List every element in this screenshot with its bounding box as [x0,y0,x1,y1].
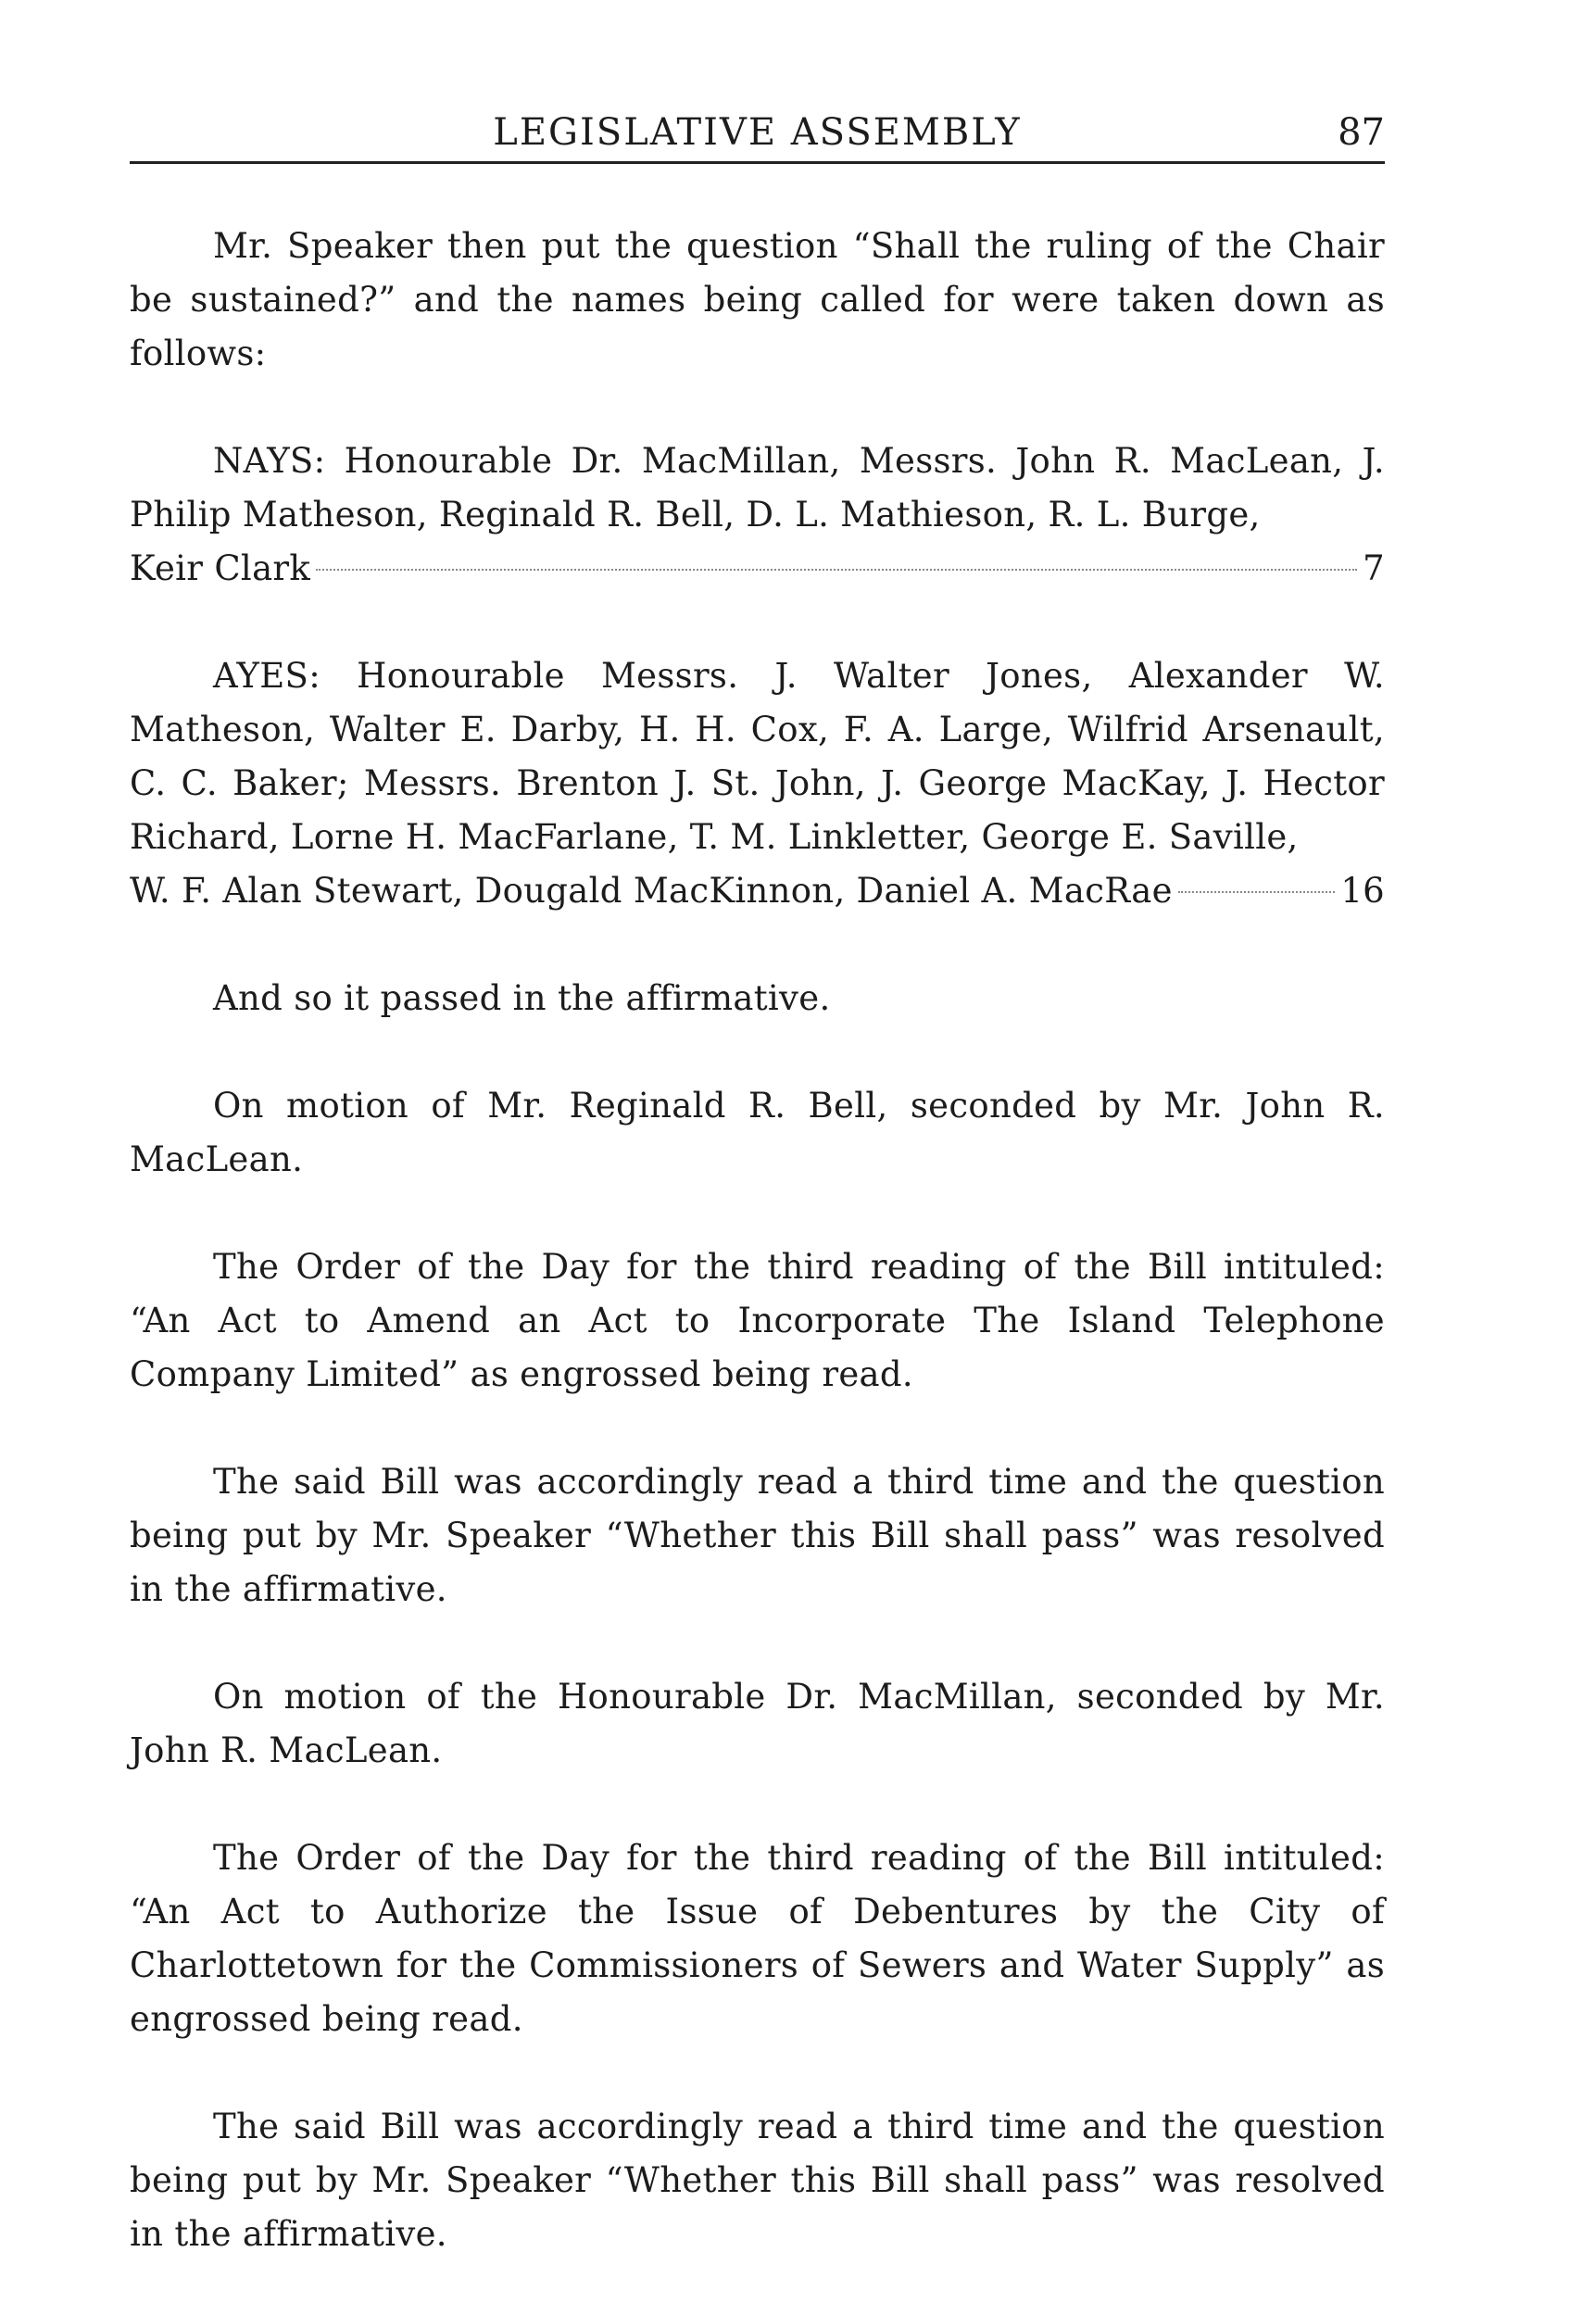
dot-leader [316,569,1357,571]
paragraph-third-reading-2: The said Bill was accordingly read a third time and the question being put by Mr. Speaker “Whether this Bill shall pass” was resolved in the affirmative. [130,2107,1385,2254]
paragraph-motion-1: On motion of Mr. Reginald R. Bell, seconded by Mr. John R. MacLean. [130,1086,1385,1179]
ayes-vote [130,649,1385,918]
running-title: LEGISLATIVE ASSEMBLY [493,111,1022,154]
ayes-last-line [130,864,1385,918]
paragraph-order-2: The Order of the Day for the third reading of the Bill intituled: “An Act to Authorize the Issue of Debentures by the City of Charlottetown for the Commissioners of Sewers and Water Supply” as engrossed being read. [130,1838,1385,2039]
page-body [130,220,1385,2261]
running-header [130,102,1385,164]
paragraph-order-1: The Order of the Day for the third reading of the Bill intituled: “An Act to Amend an Act to Incorporate The Island Telephone Company Limited” as engrossed being read. [130,1247,1385,1394]
nays-vote [130,434,1385,596]
nays-names: NAYS: Honourable Dr. MacMillan, Messrs. John R. MacLean, J. Philip Matheson, Reginald R. Bell, D. L. Mathieson, R. L. Burge, [130,441,1385,535]
nays-last-names: Keir Clark [130,548,311,588]
paragraph-passed: And so it passed in the affirmative. [213,978,831,1018]
dot-leader [1178,891,1335,893]
paragraph-motion-2: On motion of the Honourable Dr. MacMillan, seconded by Mr. John R. MacLean. [130,1677,1385,1770]
ayes-last-names: W. F. Alan Stewart, Dougald MacKinnon, Daniel A. MacRae [130,871,1173,911]
ayes-count: 16 [1340,871,1385,911]
page-number: 87 [1338,111,1385,154]
nays-last-line [130,542,1385,596]
paragraph-question: Mr. Speaker then put the question “Shall the ruling of the Chair be sustained?” and the names being called for were taken down as follows: [130,226,1385,373]
page [130,102,1385,2315]
ayes-names: AYES: Honourable Messrs. J. Walter Jones, Alexander W. Matheson, Walter E. Darby, H. H. Cox, F. A. Large, Wilfrid Arsenault, C. C. Baker; Messrs. Brenton J. St. John, J. George MacKay, J. Hector Richard, Lorne H. MacFarlane, T. M. Linkletter, George E. Saville, [130,656,1385,857]
paragraph-third-reading-1: The said Bill was accordingly read a third time and the question being put by Mr. Speaker “Whether this Bill shall pass” was resolved in the affirmative. [130,1462,1385,1609]
nays-count: 7 [1363,548,1385,588]
